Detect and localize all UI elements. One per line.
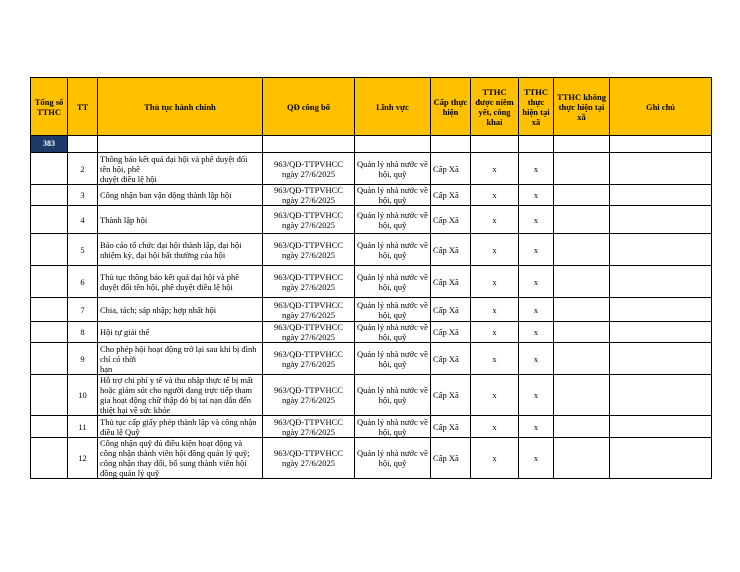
row-at-commune: x [519,266,554,298]
row-field: Quản lý nhà nước về hội, quỹ [355,206,431,234]
row-level: Cấp Xã [431,153,471,185]
header-level: Cấp thực hiện [431,78,471,136]
row-procedure: Công nhận quỹ đủ điều kiện hoạt động và công nhận thành viên hội đồng quản lý quỹ; công nhận thay đổi, bổ sung thành viên hội đồng quản lý quỹ [98,438,263,479]
row-level: Cấp Xã [431,266,471,298]
row-field: Quản lý nhà nước về hội, quỹ [355,343,431,375]
row-at-commune: x [519,416,554,438]
table-row [31,375,712,416]
table-row [31,322,712,343]
row-level: Cấp Xã [431,185,471,206]
row-field: Quản lý nhà nước về hội, quỹ [355,416,431,438]
row-posted: x [471,438,519,479]
row-note [610,153,712,185]
row-note [610,322,712,343]
row-level: Cấp Xã [431,438,471,479]
row-decision: 963/QĐ-TTPVHCC ngày 27/6/2025 [263,343,355,375]
row-posted: x [471,153,519,185]
row-procedure: Công nhận ban vận động thành lập hội [98,185,263,206]
procedures-table [30,77,712,479]
total-row [31,136,712,153]
row-note [610,266,712,298]
row-note [610,234,712,266]
header-procedure: Thủ tục hành chính [98,78,263,136]
row-tt: 12 [68,438,98,479]
row-not-at-commune [554,375,610,416]
row-decision: 963/QĐ-TTPVHCC ngày 27/6/2025 [263,153,355,185]
header-field: Lĩnh vực [355,78,431,136]
table-row [31,416,712,438]
row-posted: x [471,234,519,266]
row-field: Quản lý nhà nước về hội, quỹ [355,266,431,298]
row-procedure: Hỗ trợ chi phí y tế và thu nhập thực tế bị mất hoặc giảm sút cho người đang trực tiếp tham gia hoạt động chữ thập đỏ bị tai nạn dẫn đến thiệt hại về sức khỏe [98,375,263,416]
row-tt: 10 [68,375,98,416]
row-decision: 963/QĐ-TTPVHCC ngày 27/6/2025 [263,234,355,266]
table-row [31,185,712,206]
row-level: Cấp Xã [431,234,471,266]
row-not-at-commune [554,322,610,343]
row-tt: 8 [68,322,98,343]
row-procedure: Thông báo kết quả đại hội và phê duyệt đổi tên hội, phê duyệt điều lệ hội [98,153,263,185]
row-procedure: Hội tự giải thể [98,322,263,343]
row-tt: 5 [68,234,98,266]
header-row [31,78,712,136]
row-level: Cấp Xã [431,343,471,375]
row-field: Quản lý nhà nước về hội, quỹ [355,438,431,479]
table-row [31,438,712,479]
row-decision: 963/QĐ-TTPVHCC ngày 27/6/2025 [263,206,355,234]
row-decision: 963/QĐ-TTPVHCC ngày 27/6/2025 [263,322,355,343]
row-field: Quản lý nhà nước về hội, quỹ [355,234,431,266]
row-decision: 963/QĐ-TTPVHCC ngày 27/6/2025 [263,375,355,416]
row-note [610,438,712,479]
row-field: Quản lý nhà nước về hội, quỹ [355,375,431,416]
row-posted: x [471,266,519,298]
header-posted: TTHC được niêm yết, công khai [471,78,519,136]
table-row [31,206,712,234]
row-note [610,416,712,438]
row-field: Quản lý nhà nước về hội, quỹ [355,298,431,322]
row-procedure: Cho phép hội hoạt động trở lại sau khi bị đình chỉ có thời hạn [98,343,263,375]
row-not-at-commune [554,298,610,322]
header-at-commune: TTHC thực hiện tại xã [519,78,554,136]
row-posted: x [471,206,519,234]
header-decision: QĐ công bố [263,78,355,136]
row-not-at-commune [554,185,610,206]
row-not-at-commune [554,343,610,375]
table-row [31,266,712,298]
row-at-commune: x [519,375,554,416]
row-procedure: Thủ tục cấp giấy phép thành lập và công nhận điều lệ Quỹ [98,416,263,438]
row-not-at-commune [554,153,610,185]
table-row [31,234,712,266]
row-at-commune: x [519,343,554,375]
row-tt: 9 [68,343,98,375]
row-not-at-commune [554,234,610,266]
header-not-at-commune: TTHC không thực hiện tại xã [554,78,610,136]
row-tt: 3 [68,185,98,206]
row-decision: 963/QĐ-TTPVHCC ngày 27/6/2025 [263,185,355,206]
row-at-commune: x [519,438,554,479]
row-not-at-commune [554,438,610,479]
row-not-at-commune [554,206,610,234]
row-tt: 2 [68,153,98,185]
table-row [31,153,712,185]
row-note [610,375,712,416]
row-posted: x [471,185,519,206]
row-field: Quản lý nhà nước về hội, quỹ [355,153,431,185]
row-decision: 963/QĐ-TTPVHCC ngày 27/6/2025 [263,266,355,298]
row-not-at-commune [554,416,610,438]
table-row [31,298,712,322]
row-field: Quản lý nhà nước về hội, quỹ [355,185,431,206]
row-at-commune: x [519,322,554,343]
row-level: Cấp Xã [431,206,471,234]
table-row [31,343,712,375]
row-decision: 963/QĐ-TTPVHCC ngày 27/6/2025 [263,298,355,322]
row-tt: 4 [68,206,98,234]
row-decision: 963/QĐ-TTPVHCC ngày 27/6/2025 [263,416,355,438]
row-at-commune: x [519,206,554,234]
row-level: Cấp Xã [431,322,471,343]
row-level: Cấp Xã [431,416,471,438]
row-note [610,185,712,206]
row-posted: x [471,416,519,438]
row-tt: 11 [68,416,98,438]
header-tt: TT [68,78,98,136]
row-posted: x [471,343,519,375]
row-decision: 963/QĐ-TTPVHCC ngày 27/6/2025 [263,438,355,479]
row-at-commune: x [519,153,554,185]
row-tt: 6 [68,266,98,298]
total-count: 383 [31,136,68,153]
row-tt: 7 [68,298,98,322]
row-level: Cấp Xã [431,298,471,322]
row-procedure: Báo cáo tổ chức đại hội thành lập, đại hội nhiệm kỳ, đại hội bất thường của hội [98,234,263,266]
row-posted: x [471,298,519,322]
row-at-commune: x [519,234,554,266]
row-note [610,343,712,375]
row-procedure: Thủ tục thông báo kết quả đại hội và phê duyệt đổi tên hội, phê duyệt điều lệ hội [98,266,263,298]
row-at-commune: x [519,185,554,206]
row-procedure: Thành lập hội [98,206,263,234]
row-note [610,206,712,234]
row-posted: x [471,375,519,416]
header-note: Ghi chú [610,78,712,136]
header-total: Tổng số TTHC [31,78,68,136]
row-procedure: Chia, tách; sáp nhập; hợp nhất hội [98,298,263,322]
row-note [610,298,712,322]
row-at-commune: x [519,298,554,322]
row-field: Quản lý nhà nước về hội, quỹ [355,322,431,343]
row-level: Cấp Xã [431,375,471,416]
row-not-at-commune [554,266,610,298]
row-posted: x [471,322,519,343]
